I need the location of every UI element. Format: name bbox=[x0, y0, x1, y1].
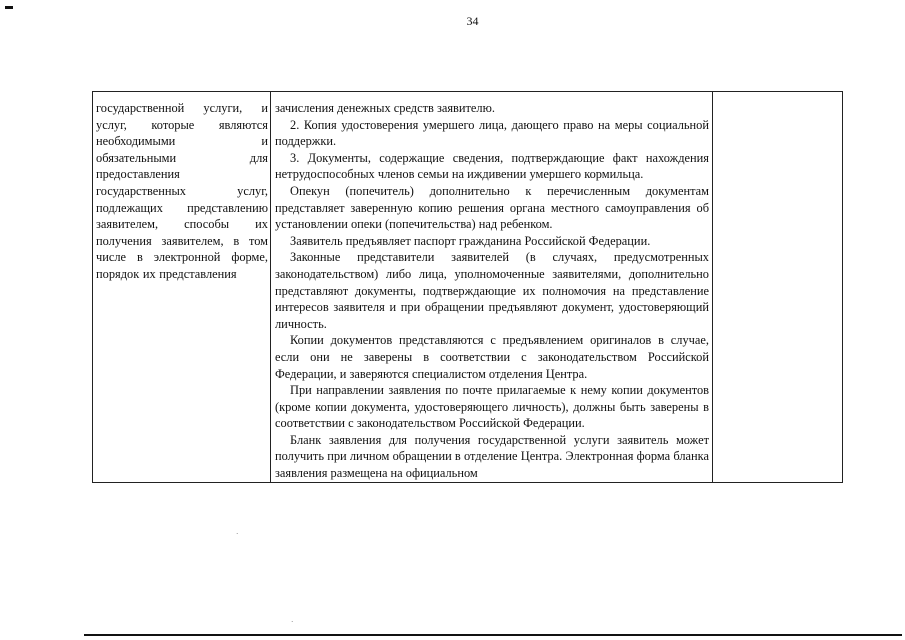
footer-rule bbox=[84, 634, 902, 636]
content-paragraph: Опекун (попечитель) дополнительно к перечисленным документам представляет заверенную копию решения органа местного самоуправления об установлении опеки (попечительства) над ребенком. bbox=[275, 183, 709, 232]
content-paragraph: Копии документов представляются с предъявлением оригиналов в случае, если они не заверены в соответствии с законодательством Российской Федерации, и заверяются специалистом отделения Центра. bbox=[275, 333, 709, 381]
regulation-table bbox=[92, 91, 843, 483]
scan-speck: · bbox=[291, 618, 294, 626]
content-paragraph: При направлении заявления по почте прилагаемые к нему копии документов (кроме копии документа, удостоверяющего личность), должны быть заверены в соответствии с законодательством Российской Федерации. bbox=[275, 383, 709, 431]
scan-speck: · bbox=[236, 530, 239, 538]
requirement-text: государственной услуги, и услуг, которые являются необходимыми и обязательными для предоставления государственных услуг, подлежащих представлению заявителем, способы их получения заявителем, в том числе в электронной форме, порядок их представления bbox=[96, 101, 268, 281]
content-paragraph: зачисления денежных средств заявителю. bbox=[275, 101, 495, 115]
content-paragraph: Бланк заявления для получения государственной услуги заявитель может получить при личном обращении в отделение Центра. Электронная форма бланка заявления размещена на официальном bbox=[275, 432, 709, 481]
content-paragraph: Заявитель предъявляет паспорт гражданина Российской Федерации. bbox=[290, 233, 651, 248]
content-paragraph: Законные представители заявителей (в случаях, предусмотренных законодательством) либо лица, уполномоченные заявителями, дополнительно представляют документы, подтверждающие их полномочия на представление интересов заявителя и при обращении предъявляют документ, удостоверяющий личность. bbox=[275, 250, 709, 331]
content-paragraph: 3. Документы, содержащие сведения, подтверждающие факт нахождения нетрудоспособных членов семьи на иждивении умершего кормильца. bbox=[275, 150, 709, 182]
scan-corner-mark bbox=[5, 6, 13, 9]
table-cell-content bbox=[271, 92, 713, 483]
table-cell-requirement bbox=[93, 92, 271, 483]
page-number: 34 bbox=[466, 14, 479, 28]
table-row bbox=[93, 92, 843, 483]
table-cell-notes bbox=[713, 92, 843, 483]
content-paragraph: 2. Копия удостоверения умершего лица, дающего право на меры социальной поддержки. bbox=[275, 117, 709, 149]
